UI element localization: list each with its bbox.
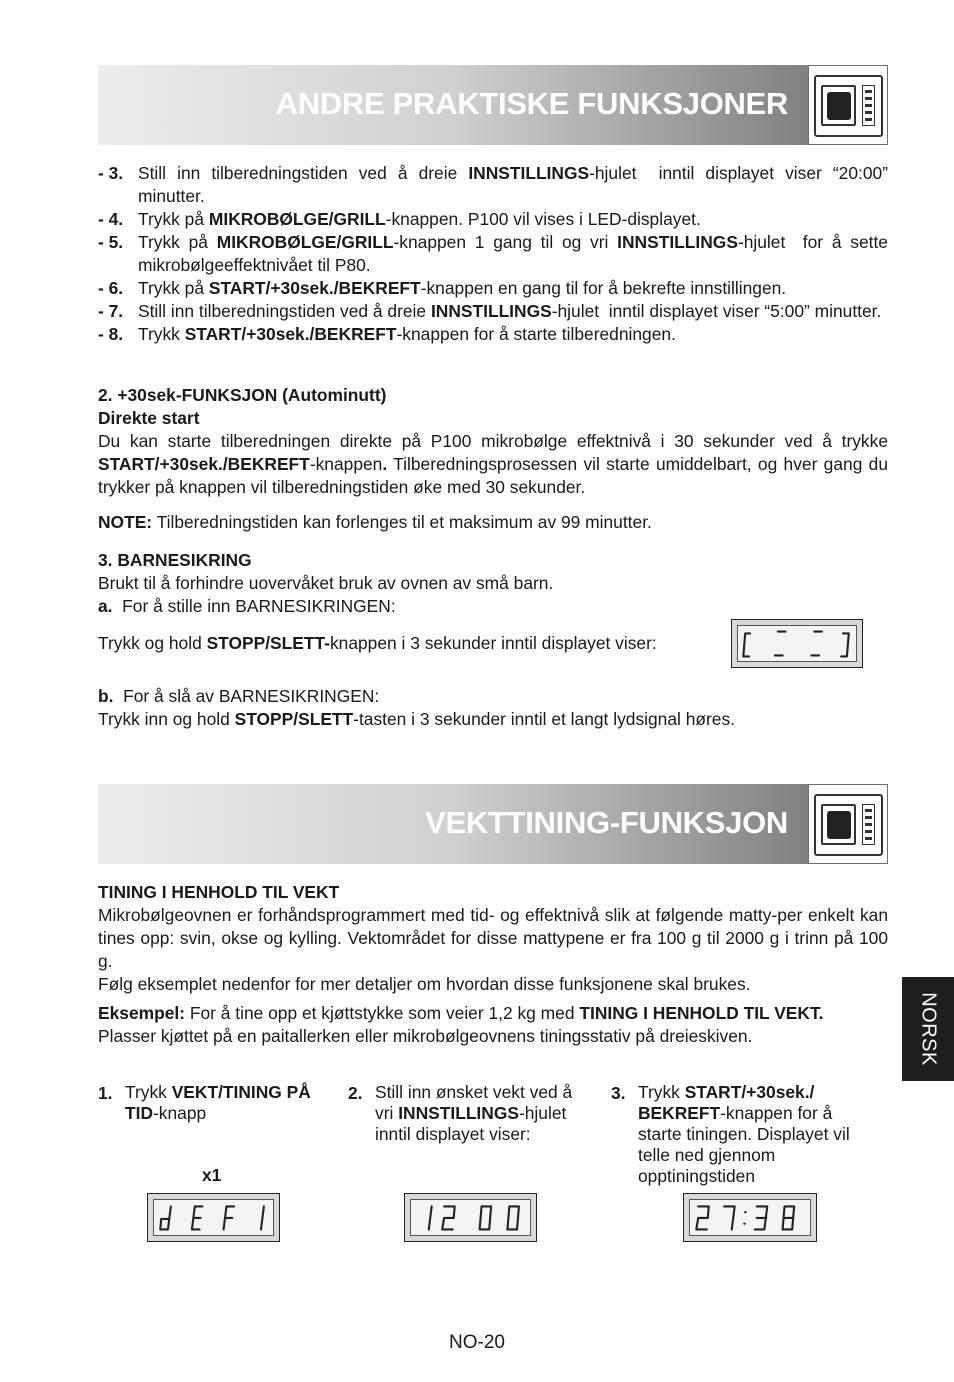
section-heading: TINING I HENHOLD TIL VEKT: [98, 882, 340, 902]
paragraph: Du kan starte tilberedningen direkte på P100 mikrobølge effektnivå i 30 sekunder ved å trykke START/+30sek./BEKREFT-knappen. Tilberedningsprosessen vil starte umiddelbart, og hver gang du trykker på knappen vil tilberedningstiden øke med 30 sekunder.: [98, 431, 888, 497]
microwave-icon: [808, 65, 888, 145]
list-item: [98, 231, 888, 277]
press-count-label: x1: [202, 1165, 222, 1185]
language-tab-label: NORSK: [917, 992, 940, 1066]
lcd-segments: [405, 1194, 536, 1241]
example-text: Eksempel: For å tine opp et kjøttstykke som veier 1,2 kg med TINING I HENHOLD TIL VEKT.: [98, 1003, 824, 1023]
step-text: Trykk START/+30sek./BEKREFT-knappen for å starte tilberedningen.: [138, 324, 676, 344]
paragraph: Mikrobølgeovnen er forhåndsprogrammert med tid- og effektnivå slik at følgende matty-per enkelt kan tines opp: svin, okse og kylling. Vektområdet for disse mattypene er fra 100 g til 2000 g i trinn på 100 g.: [98, 905, 888, 971]
language-tab: [902, 977, 954, 1081]
section-banner-vekttining: [98, 784, 888, 864]
step-text: Trykk VEKT/TINING PÅ TID-knapp: [125, 1082, 311, 1123]
substep-a-text: Trykk og hold STOPP/SLETT-knappen i 3 sekunder inntil displayet viser:: [98, 633, 657, 653]
step-text: Trykk på MIKROBØLGE/GRILL-knappen 1 gang til og vri INNSTILLINGS-hjulet for å sette mikrobølgeeffektnivået til P80.: [138, 232, 888, 275]
list-item: [98, 208, 888, 231]
paragraph: Brukt til å forhindre uovervåket bruk av ovnen av små barn.: [98, 573, 554, 593]
substep-a-label: a. For å stille inn BARNESIKRINGEN:: [98, 596, 396, 616]
step-text: Still inn tilberedningstiden ved å dreie INNSTILLINGS-hjulet inntil displayet viser “5:00” minutter.: [138, 301, 882, 321]
step-number: - 3.: [98, 163, 124, 183]
child-lock-off: [98, 685, 888, 731]
step-number: - 4.: [98, 209, 124, 229]
steps-list: [98, 162, 888, 346]
step-number: 1.: [98, 1083, 113, 1103]
step-number: - 8.: [98, 324, 124, 344]
substep-b-label: b. For å slå av BARNESIKRINGEN:: [98, 686, 380, 706]
paragraph: Følg eksemplet nedenfor for mer detaljer om hvordan disse funksjonene skal brukes.: [98, 974, 751, 994]
microwave-icon: [808, 784, 888, 864]
list-item: [98, 323, 888, 346]
list-item: [98, 277, 888, 300]
child-lock-section: [98, 549, 888, 618]
step-number: 2.: [348, 1083, 363, 1103]
step-text: Still inn tilberedningstiden ved å dreie INNSTILLINGS-hjulet inntil displayet viser “20:00” minutter.: [138, 163, 888, 206]
lcd-display-childlock: [731, 619, 863, 668]
section-subheading: Direkte start: [98, 408, 200, 428]
lcd-display-def1: [147, 1193, 280, 1242]
step-text: Trykk på START/+30sek./BEKREFT-knappen en gang til for å bekrefte innstillingen.: [138, 278, 787, 298]
note-text: NOTE: Tilberedningstiden kan forlenges til et maksimum av 99 minutter.: [98, 512, 652, 532]
weight-defrost-section: [98, 881, 888, 1048]
step-text: Trykk på MIKROBØLGE/GRILL-knappen. P100 vil vises i LED-displayet.: [138, 209, 701, 229]
step-number: - 5.: [98, 232, 124, 252]
section-title: VEKTTINING-FUNKSJON: [425, 805, 788, 840]
step-text: Trykk START/+30sek./ BEKREFT-knappen for å starte tiningen. Displayet vil telle ned gjennom opptiningstiden: [638, 1082, 850, 1186]
paragraph: Plasser kjøttet på en paitallerken eller mikrobølgeovnens tiningsstativ på dreieskiven.: [98, 1026, 753, 1046]
section-heading: 2. +30sek-FUNKSJON (Autominutt): [98, 385, 387, 405]
lcd-display-1200: [404, 1193, 537, 1242]
lcd-segments: [732, 620, 862, 667]
step-text: Still inn ønsket vekt ved å vri INNSTILLINGS-hjulet inntil displayet viser:: [375, 1082, 573, 1144]
step-number: - 7.: [98, 301, 124, 321]
step-number: 3.: [611, 1083, 626, 1103]
section-title: ANDRE PRAKTISKE FUNKSJONER: [275, 86, 788, 121]
section-banner-andre-praktiske: [98, 65, 888, 145]
section-heading: 3. BARNESIKRING: [98, 550, 252, 570]
page-number: NO-20: [449, 1332, 505, 1353]
autominute-section: [98, 384, 888, 534]
lcd-segments: [148, 1194, 279, 1241]
substep-b-text: Trykk inn og hold STOPP/SLETT-tasten i 3 sekunder inntil et langt lydsignal høres.: [98, 709, 736, 729]
list-item: [98, 162, 888, 208]
lcd-display-2738: [683, 1193, 817, 1242]
list-item: [98, 300, 888, 323]
step-number: - 6.: [98, 278, 124, 298]
lcd-segments: [684, 1194, 816, 1241]
